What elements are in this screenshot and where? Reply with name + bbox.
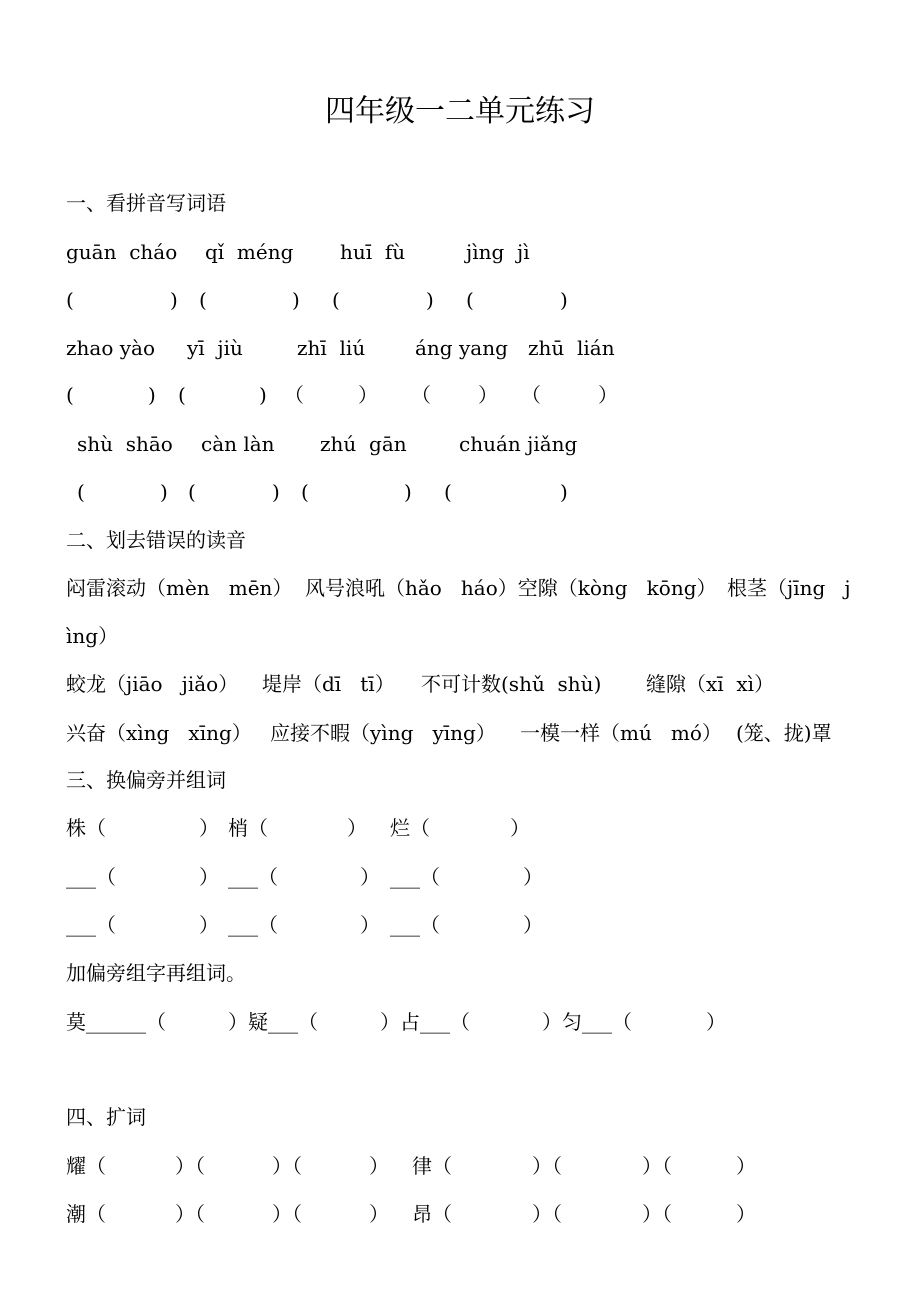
close-paren: ) bbox=[272, 480, 280, 504]
expand-prompt: ）（ bbox=[642, 1202, 672, 1226]
pinyin-item: jìng jì bbox=[466, 240, 530, 264]
section2-line2 bbox=[66, 669, 866, 699]
section3-row3 bbox=[66, 910, 866, 940]
close-paren: ） bbox=[358, 383, 378, 407]
pinyin-item: zhú gān bbox=[320, 432, 407, 456]
close-paren: ) bbox=[292, 288, 300, 312]
page-title: 四年级一二单元练习 bbox=[325, 94, 595, 129]
close-paren: ） bbox=[598, 383, 618, 407]
pinyin-item: zhī liú bbox=[297, 336, 366, 360]
expand-prompt: ）（ bbox=[175, 1202, 205, 1226]
close-paren: ) bbox=[560, 288, 568, 312]
word-prompt: 株（ bbox=[66, 816, 106, 840]
blank-prompt: ___（ bbox=[228, 865, 278, 889]
expand-prompt: ）（ bbox=[272, 1202, 302, 1226]
pronunciation-item: (笼、拢)罩 bbox=[736, 721, 832, 745]
open-paren: ( bbox=[77, 480, 85, 504]
open-paren: ( bbox=[178, 383, 186, 407]
pronunciation-item: 一模一样（mú mó） bbox=[520, 721, 722, 745]
close-paren: ） bbox=[523, 913, 543, 937]
radical-prompt: ）疑___（ bbox=[228, 1010, 318, 1034]
blank-prompt: ___（ bbox=[390, 865, 440, 889]
radical-prompt: ）占___（ bbox=[380, 1010, 470, 1034]
section1-row1-answer-boxes bbox=[66, 285, 866, 315]
open-paren: （ bbox=[521, 383, 541, 407]
pronunciation-item: 缝隙（xī xì） bbox=[646, 672, 775, 696]
pinyin-item: zhū lián bbox=[528, 336, 615, 360]
close-paren: ） bbox=[478, 383, 498, 407]
open-paren: ( bbox=[66, 383, 74, 407]
pronunciation-item: 应接不暇（yìng yīng） bbox=[270, 721, 496, 745]
blank-prompt: ___（ bbox=[228, 913, 278, 937]
open-paren: ( bbox=[66, 288, 74, 312]
expand-prompt: ）（ bbox=[532, 1202, 562, 1226]
close-paren: ） bbox=[199, 865, 219, 889]
close-paren: ） bbox=[523, 865, 543, 889]
close-paren: ） bbox=[706, 1010, 726, 1034]
section3-sub-heading: 加偏旁组字再组词。 bbox=[66, 961, 246, 985]
pronunciation-item: 兴奋（xìng xīng） bbox=[66, 721, 252, 745]
close-paren: ） bbox=[369, 1154, 389, 1178]
section2-line1 bbox=[66, 573, 866, 603]
expand-prompt: ）（ bbox=[642, 1154, 672, 1178]
section1-row3-pinyin bbox=[66, 429, 866, 459]
pinyin-item: shù shāo bbox=[77, 432, 173, 456]
close-paren: ） bbox=[736, 1202, 756, 1226]
expand-prompt: ）（ bbox=[532, 1154, 562, 1178]
pinyin-item: càn làn bbox=[201, 432, 275, 456]
open-paren: ( bbox=[188, 480, 196, 504]
pronunciation-item: 堤岸（dī tī） bbox=[262, 672, 395, 696]
close-paren: ) bbox=[426, 288, 434, 312]
open-paren: （ bbox=[411, 383, 431, 407]
close-paren: ） bbox=[199, 913, 219, 937]
close-paren: ) bbox=[560, 480, 568, 504]
open-paren: ( bbox=[466, 288, 474, 312]
blank-prompt: ___（ bbox=[66, 913, 116, 937]
section2-line3 bbox=[66, 718, 866, 748]
blank-prompt: ___（ bbox=[66, 865, 116, 889]
expand-prompt: 昂（ bbox=[412, 1202, 452, 1226]
section3-row4 bbox=[66, 1007, 866, 1037]
pinyin-item: huī fù bbox=[340, 240, 406, 264]
section1-row2-pinyin bbox=[66, 333, 866, 363]
close-paren: ） bbox=[369, 1202, 389, 1226]
section1-row1-pinyin bbox=[66, 237, 866, 267]
expand-prompt: 潮（ bbox=[66, 1202, 106, 1226]
close-paren: ） bbox=[347, 816, 367, 840]
pronunciation-item: 不可计数(shǔ shù) bbox=[421, 672, 602, 696]
close-paren: ） bbox=[736, 1154, 756, 1178]
expand-prompt: ）（ bbox=[175, 1154, 205, 1178]
close-paren: ） bbox=[360, 913, 380, 937]
section2-heading: 二、划去错误的读音 bbox=[66, 528, 246, 552]
open-paren: ( bbox=[301, 480, 309, 504]
section1-row2-answer-boxes bbox=[66, 380, 866, 410]
section3-row2 bbox=[66, 862, 866, 892]
close-paren: ） bbox=[510, 816, 530, 840]
pinyin-item: áng yang bbox=[415, 336, 508, 360]
expand-prompt: 律（ bbox=[412, 1154, 452, 1178]
section2-line1-continued: ìng） bbox=[66, 624, 119, 648]
section1-heading: 一、看拼音写词语 bbox=[66, 191, 226, 215]
radical-prompt: ）匀___（ bbox=[542, 1010, 632, 1034]
blank-prompt: ___（ bbox=[390, 913, 440, 937]
open-paren: ( bbox=[332, 288, 340, 312]
open-paren: ( bbox=[444, 480, 452, 504]
expand-prompt: ）（ bbox=[272, 1154, 302, 1178]
expand-prompt: 耀（ bbox=[66, 1154, 106, 1178]
pinyin-item: qǐ méng bbox=[205, 240, 294, 264]
pronunciation-item: 闷雷滚动（mèn mēn） bbox=[66, 576, 293, 600]
pronunciation-item: 蛟龙（jiāo jiǎo） bbox=[66, 672, 239, 696]
close-paren: ) bbox=[404, 480, 412, 504]
pinyin-item: yī jiù bbox=[187, 336, 243, 360]
section4-heading: 四、扩词 bbox=[66, 1105, 146, 1129]
section1-row3-answer-boxes bbox=[66, 477, 866, 507]
open-paren: ( bbox=[199, 288, 207, 312]
pronunciation-item: 根茎（jīng j bbox=[727, 576, 851, 600]
radical-prompt: 莫______（ bbox=[66, 1010, 166, 1034]
close-paren: ） bbox=[360, 865, 380, 889]
section4-row1 bbox=[66, 1151, 866, 1181]
close-paren: ) bbox=[148, 383, 156, 407]
word-prompt: 梢（ bbox=[228, 816, 268, 840]
pinyin-item: zhao yào bbox=[66, 336, 156, 360]
section3-row1 bbox=[66, 813, 866, 843]
close-paren: ） bbox=[199, 816, 219, 840]
close-paren: ) bbox=[160, 480, 168, 504]
pinyin-item: chuán jiǎng bbox=[459, 432, 578, 456]
section4-row2 bbox=[66, 1199, 866, 1229]
pinyin-item: guān cháo bbox=[66, 240, 178, 264]
pronunciation-item: 风号浪吼（hǎo háo）空隙（kòng kōng） bbox=[305, 576, 717, 600]
section3-heading: 三、换偏旁并组词 bbox=[66, 768, 226, 792]
word-prompt: 烂（ bbox=[390, 816, 430, 840]
open-paren: （ bbox=[284, 383, 304, 407]
close-paren: ) bbox=[259, 383, 267, 407]
close-paren: ) bbox=[170, 288, 178, 312]
